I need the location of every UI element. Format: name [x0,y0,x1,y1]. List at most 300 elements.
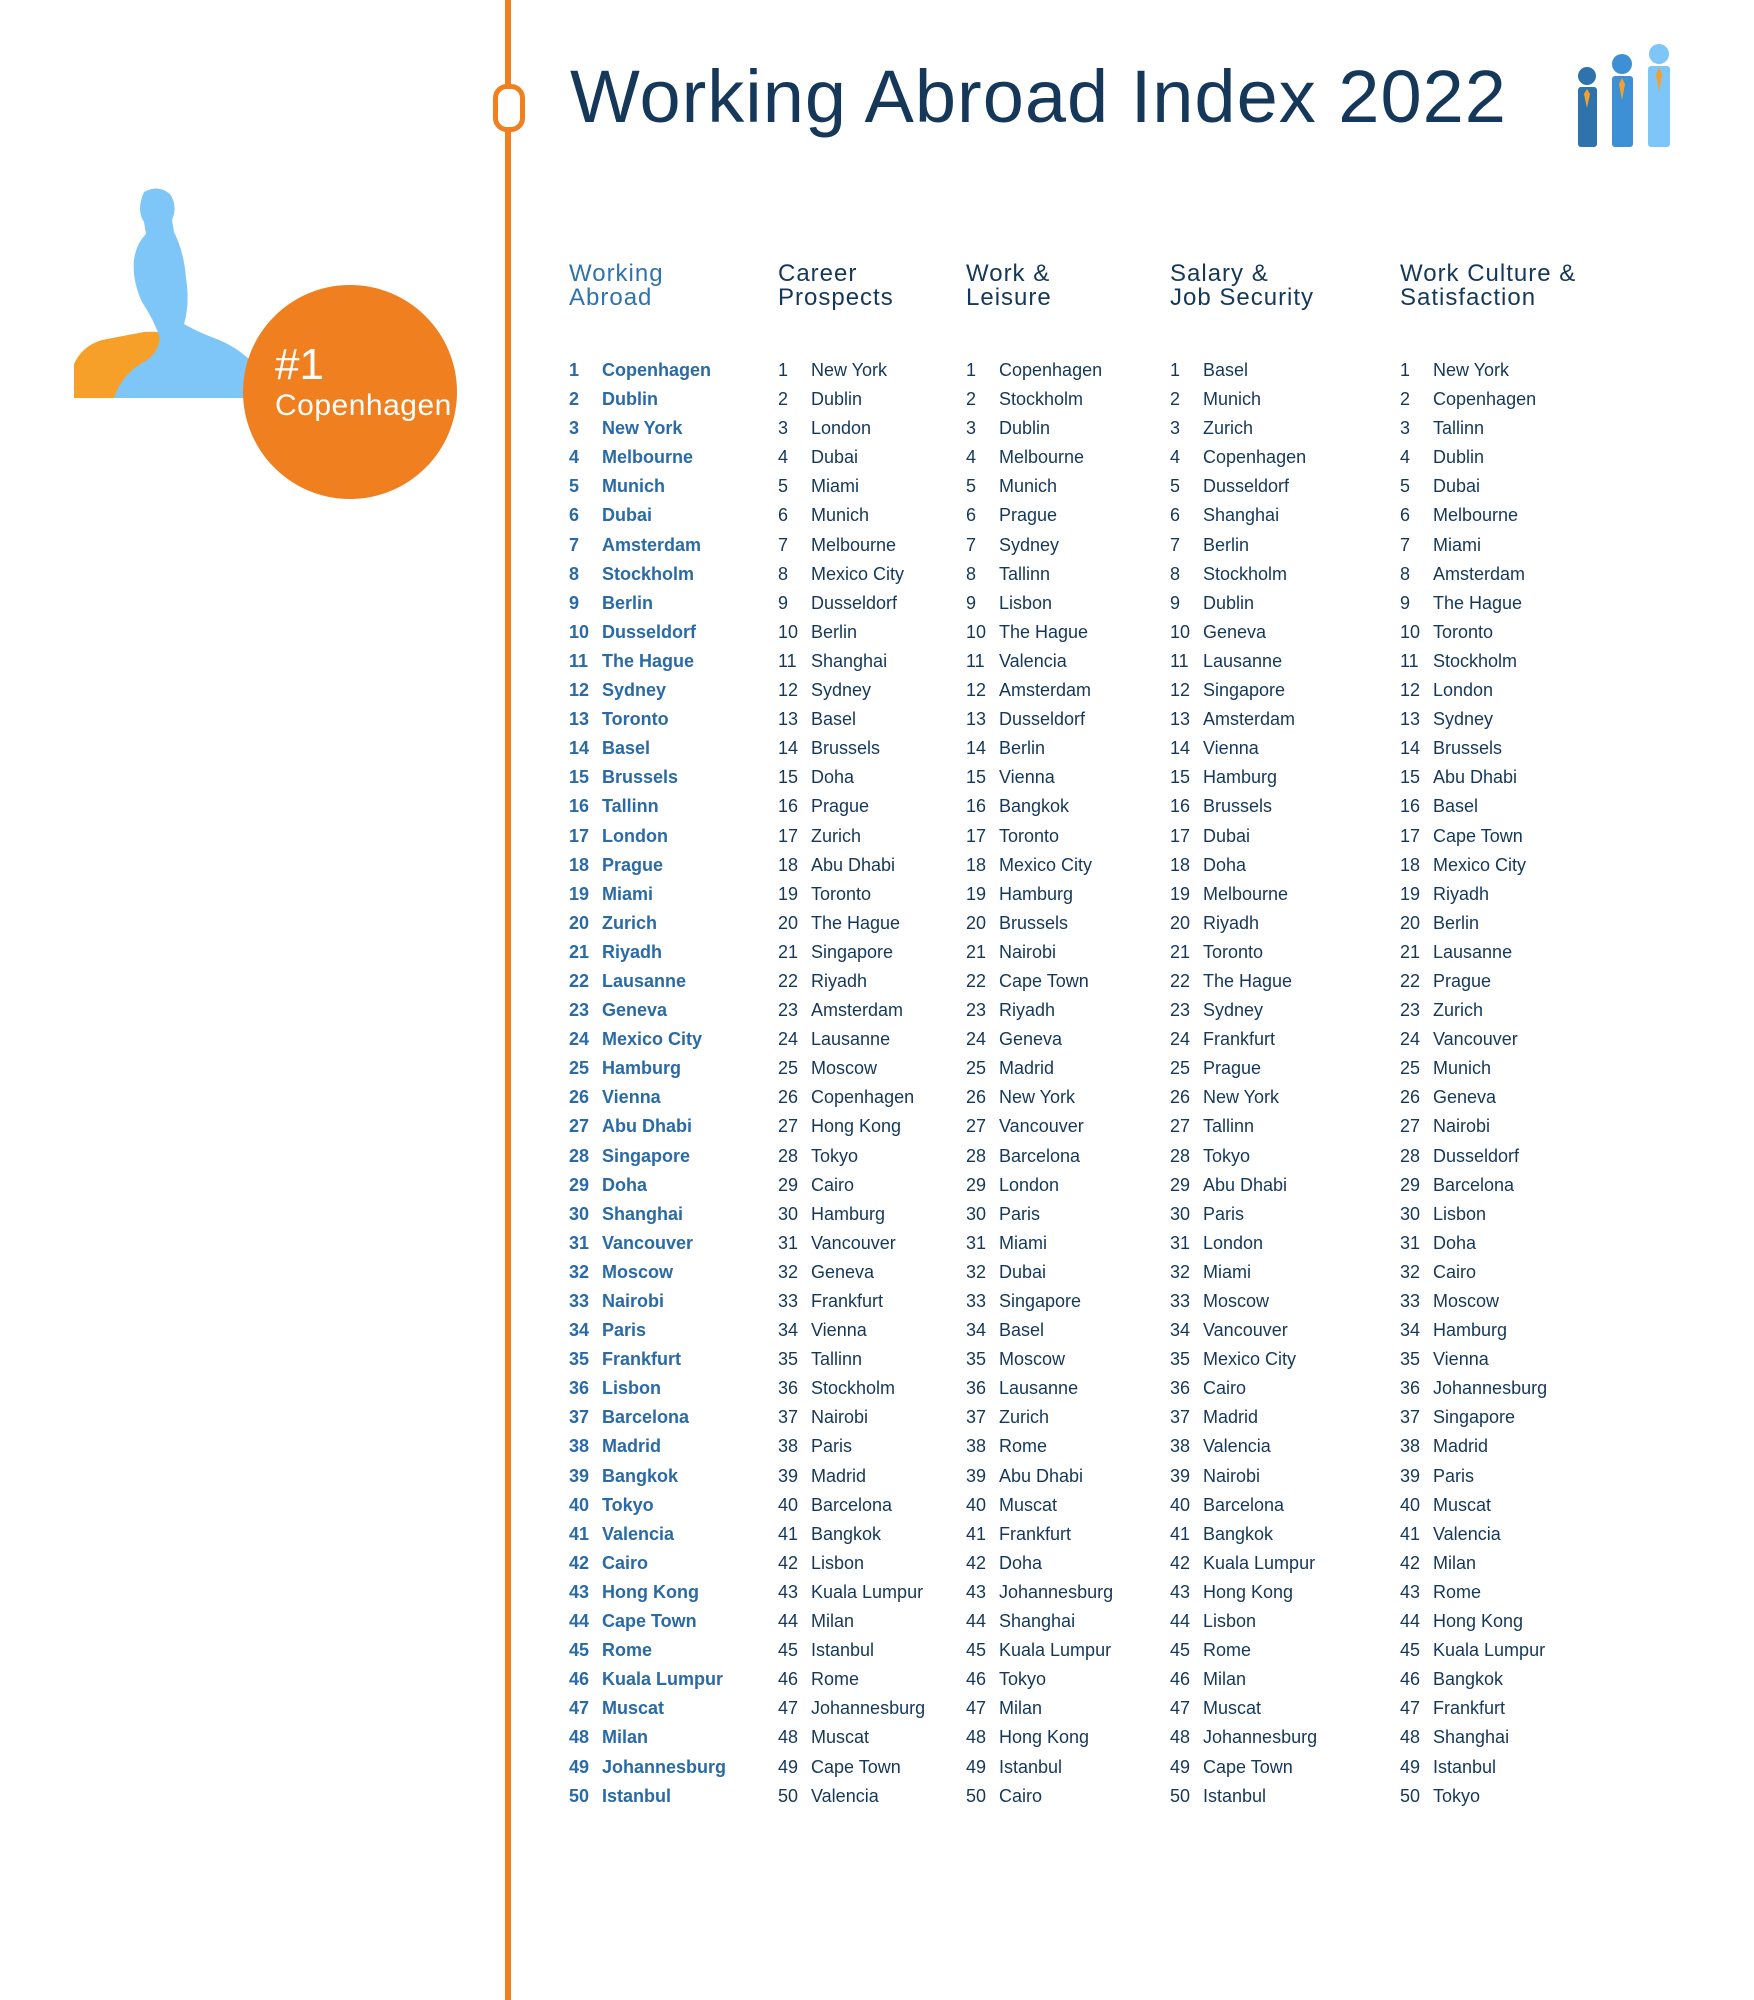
city-name: Barcelona [1433,1174,1515,1195]
list-item [1170,1229,1317,1258]
rank-number: 30 [966,1203,987,1224]
list-item [569,1665,726,1694]
city-name: Cairo [1203,1378,1247,1399]
list-item [569,1083,726,1112]
list-item [569,1462,726,1491]
city-name: Kuala Lumpur [1203,1552,1316,1573]
list-item [569,618,726,647]
city-name: Brussels [1433,738,1503,759]
city-name: The Hague [999,621,1089,642]
list-item [778,1607,925,1636]
list-item [966,1462,1113,1491]
city-name: Zurich [1433,1000,1484,1021]
city-name: Shanghai [1203,505,1280,526]
rank-number: 41 [569,1523,590,1544]
column-header: Working Abroad [569,260,664,311]
rank-number: 18 [966,854,987,875]
city-name: Berlin [1203,534,1250,555]
rank-number: 10 [1170,621,1191,642]
city-name: Toronto [602,709,669,730]
rank-number: 4 [1400,447,1411,468]
list-item [1170,851,1317,880]
rank-number: 5 [569,476,580,497]
city-name: Stockholm [999,389,1084,410]
list-item [966,1112,1113,1141]
list-item [1400,443,1576,472]
list-item [1170,1112,1317,1141]
list-item [1400,414,1576,443]
list-item [966,967,1113,996]
city-name: Johannesburg [602,1756,727,1777]
rank-number: 34 [1400,1320,1421,1341]
rank-number: 3 [966,418,977,439]
city-name: Milan [602,1727,649,1748]
list-item [1170,589,1317,618]
city-name: Geneva [1433,1087,1497,1108]
rank-number: 1 [966,360,977,380]
rank-number: 17 [569,825,590,846]
city-name: Riyadh [602,941,663,962]
rank-number: 17 [778,825,799,846]
rank-number: 12 [778,680,799,701]
rank-number: 28 [1400,1145,1421,1166]
city-name: Frankfurt [811,1291,884,1311]
rank-number: 26 [778,1087,799,1108]
city-name: Rome [602,1640,653,1661]
rank-number: 31 [778,1232,799,1253]
list-item [569,1723,726,1752]
rank-number: 40 [569,1494,590,1515]
city-name: Doha [811,767,855,788]
city-name: Istanbul [999,1756,1063,1777]
list-item [1400,1287,1576,1316]
rank-number: 17 [1170,825,1191,846]
rank-number: 22 [1400,970,1421,991]
city-name: Milan [811,1611,855,1632]
list-item [569,560,726,589]
city-name: Basel [602,738,651,759]
rank-number: 21 [966,941,987,962]
city-name: Nairobi [811,1407,869,1428]
rank-number: 16 [1400,796,1421,817]
city-name: Bangkok [602,1465,679,1486]
rank-number: 48 [778,1727,799,1748]
rank-number: 35 [1400,1349,1421,1370]
city-name: Milan [1433,1552,1477,1573]
city-name: Vienna [811,1320,867,1341]
rank-number: 16 [569,796,590,817]
list-item [778,880,925,909]
list-item [778,676,925,705]
rank-number: 1 [569,360,580,380]
list-item [569,851,726,880]
city-name: Geneva [999,1029,1063,1050]
rank-number: 2 [966,389,977,410]
list-item [1400,1171,1576,1200]
column-work-leisure [966,262,1113,1811]
list-item [569,822,726,851]
rank-number: 43 [569,1581,590,1602]
city-name: Brussels [999,912,1069,933]
city-name: Zurich [999,1407,1050,1428]
list-item [569,1345,726,1374]
list-item [778,1258,925,1287]
list-item [569,996,726,1025]
list-item [569,1258,726,1287]
rank-number: 28 [1170,1145,1191,1166]
list-item [1170,647,1317,676]
rank-number: 33 [569,1291,590,1311]
city-name: Brussels [602,767,679,788]
rank-number: 31 [1400,1232,1421,1253]
list-item [778,851,925,880]
rank-number: 6 [966,505,977,526]
rank-number: 13 [966,709,987,730]
city-name: Valencia [1203,1436,1271,1457]
list-item [778,909,925,938]
list-item [966,1753,1113,1782]
list-item [966,1578,1113,1607]
city-name: Bangkok [1203,1523,1274,1544]
rank-number: 37 [1170,1407,1191,1428]
list-item [966,1025,1113,1054]
list-item [1170,443,1317,472]
city-name: Copenhagen [811,1087,915,1108]
city-name: Istanbul [1433,1756,1497,1777]
city-name: Moscow [1433,1291,1500,1311]
list-item [1170,1403,1317,1432]
list-item [569,1520,726,1549]
rank-number: 2 [569,389,580,410]
businesspeople-icon [1570,44,1680,150]
rank-number: 40 [966,1494,987,1515]
city-name: Stockholm [811,1378,896,1399]
rank-number: 42 [1400,1552,1421,1573]
city-name: Muscat [602,1698,665,1719]
list-item [778,705,925,734]
list-item [1170,1694,1317,1723]
city-name: Abu Dhabi [1433,767,1518,788]
city-name: Munich [1433,1058,1492,1079]
city-name: The Hague [1433,592,1523,613]
city-name: Brussels [811,738,881,759]
city-name: Vienna [1203,738,1259,759]
rank-number: 20 [966,912,987,933]
list-item [778,1374,925,1403]
city-name: Abu Dhabi [999,1465,1084,1486]
column-header: Career Prospects [778,260,894,311]
rank-number: 33 [966,1291,987,1311]
city-name: Berlin [602,592,654,613]
list-item [1400,618,1576,647]
list-item [966,1432,1113,1461]
rank-number: 34 [1170,1320,1191,1341]
rank-number: 35 [778,1349,799,1370]
list-item [966,1782,1113,1811]
list-item [778,385,925,414]
rank-number: 7 [778,534,789,555]
city-name: Rome [1203,1640,1252,1661]
rank-number: 24 [569,1029,590,1050]
list-item [1400,967,1576,996]
rank-number: 14 [966,738,987,759]
city-name: Barcelona [602,1407,690,1428]
rank-number: 48 [569,1727,590,1748]
city-name: New York [811,360,888,380]
list-item [966,560,1113,589]
rank-number: 35 [1170,1349,1191,1370]
city-name: Johannesburg [1433,1378,1548,1399]
rank-number: 2 [1400,389,1411,410]
rank-number: 29 [1170,1174,1191,1195]
rank-number: 5 [1170,476,1181,497]
city-name: Doha [1433,1232,1477,1253]
rank-number: 25 [1170,1058,1191,1079]
city-name: Cape Town [1203,1756,1293,1777]
column-career-prospects [778,262,925,1811]
rank-number: 32 [778,1261,799,1282]
city-name: Cape Town [602,1611,697,1632]
rank-number: 32 [966,1261,987,1282]
city-name: Madrid [1433,1436,1489,1457]
list-item [966,851,1113,880]
city-name: Istanbul [602,1785,672,1806]
rank-number: 38 [1170,1436,1191,1457]
rank-number: 44 [1400,1611,1421,1632]
city-name: Tokyo [999,1669,1047,1690]
city-name: Amsterdam [1433,563,1526,584]
city-name: Sydney [811,680,872,701]
rank-number: 31 [569,1232,590,1253]
list-item [1400,1083,1576,1112]
rank-number: 25 [569,1058,590,1079]
rank-number: 13 [1170,709,1191,730]
rank-number: 16 [1170,796,1191,817]
city-name: London [1433,680,1494,701]
list-item [569,1200,726,1229]
rank-number: 46 [966,1669,987,1690]
list-item [1170,938,1317,967]
city-name: London [1203,1232,1264,1253]
list-item [1170,1462,1317,1491]
city-name: Tokyo [602,1494,654,1515]
city-name: Hong Kong [1433,1611,1524,1632]
city-name: London [999,1174,1060,1195]
rank-number: 48 [966,1727,987,1748]
list-item [966,1491,1113,1520]
city-name: New York [1203,1087,1280,1108]
city-name: Basel [999,1320,1045,1341]
list-item [778,1287,925,1316]
list-item [1170,1316,1317,1345]
list-item [1400,822,1576,851]
list-item [966,531,1113,560]
ranking-list [1170,356,1317,1811]
rank-number: 30 [1170,1203,1191,1224]
list-item [1400,1345,1576,1374]
badge-city: Copenhagen [275,389,452,422]
list-item [778,1520,925,1549]
list-item [778,1636,925,1665]
city-name: Cairo [811,1174,855,1195]
rank-number: 2 [778,389,789,410]
rank-number: 14 [1170,738,1191,759]
rank-number: 24 [1170,1029,1191,1050]
city-name: Lisbon [999,592,1053,613]
page-title: Working Abroad Index 2022 [570,55,1507,138]
list-item [1170,1200,1317,1229]
rank-number: 1 [1400,360,1411,380]
list-item [1400,1753,1576,1782]
rank-number: 5 [966,476,977,497]
list-item [1170,1607,1317,1636]
list-item [1400,1694,1576,1723]
rank-number: 25 [966,1058,987,1079]
city-name: Riyadh [1203,912,1260,933]
city-name: Copenhagen [999,360,1103,380]
city-name: Madrid [999,1058,1055,1079]
city-name: Sydney [1203,1000,1264,1021]
rank-number: 26 [966,1087,987,1108]
list-item [966,1520,1113,1549]
rank-number: 6 [1170,505,1181,526]
city-name: Copenhagen [1433,389,1537,410]
city-name: Dublin [1433,447,1485,468]
city-name: Brussels [1203,796,1273,817]
list-item [778,822,925,851]
city-name: Dusseldorf [811,592,898,613]
list-item [966,1636,1113,1665]
rank-number: 38 [1400,1436,1421,1457]
list-item [569,763,726,792]
rank-number: 40 [778,1494,799,1515]
city-name: Paris [999,1203,1041,1224]
rank-number: 13 [778,709,799,730]
list-item [778,1200,925,1229]
city-name: Milan [999,1698,1043,1719]
rank-number: 7 [569,534,580,555]
rank-number: 8 [1400,563,1411,584]
city-name: Valencia [811,1785,879,1806]
list-item [1170,1636,1317,1665]
city-name: Doha [602,1174,647,1195]
city-name: Berlin [1433,912,1480,933]
list-item [1170,1083,1317,1112]
rank-number: 4 [1170,447,1181,468]
city-name: Tokyo [1203,1145,1251,1166]
rank-number: 14 [778,738,799,759]
city-name: Nairobi [999,941,1057,962]
list-item [778,1229,925,1258]
city-name: Istanbul [1203,1785,1267,1806]
city-name: Munich [1203,389,1262,410]
list-item [778,1025,925,1054]
list-item [778,356,925,385]
rank-number: 8 [569,563,580,584]
list-item [1170,909,1317,938]
rank-number: 29 [778,1174,799,1195]
list-item [1400,880,1576,909]
rank-number: 43 [1170,1581,1191,1602]
rank-number: 47 [966,1698,987,1719]
city-name: Muscat [811,1727,870,1748]
list-item [778,472,925,501]
city-name: Prague [1203,1058,1262,1079]
city-name: Cape Town [999,970,1089,991]
city-name: Rome [999,1436,1048,1457]
rank-number: 3 [569,418,580,439]
rank-number: 11 [1170,650,1189,671]
rank-number: 26 [1170,1087,1191,1108]
city-name: Nairobi [1433,1116,1491,1137]
city-name: Singapore [602,1145,691,1166]
rank-number: 3 [1170,418,1181,439]
list-item [1400,1491,1576,1520]
list-item [1400,1054,1576,1083]
rank-number: 17 [1400,825,1421,846]
list-item [1170,1054,1317,1083]
rank-number: 12 [1170,680,1191,701]
rank-number: 49 [778,1756,799,1777]
city-name: Toronto [999,825,1060,846]
list-item [778,792,925,821]
list-item [966,734,1113,763]
list-item [569,356,726,385]
city-name: London [811,418,872,439]
city-name: Rome [811,1669,860,1690]
list-item [569,472,726,501]
rank-number: 19 [778,883,799,904]
list-item [569,1578,726,1607]
rank-number: 4 [966,447,977,468]
column-work-culture-satisfaction [1400,262,1576,1811]
list-item [966,356,1113,385]
city-name: Dubai [1433,476,1481,497]
list-item [1170,618,1317,647]
list-item [1170,560,1317,589]
city-name: Mexico City [999,854,1093,875]
rank-number: 11 [778,650,797,671]
rank-number: 50 [1170,1785,1191,1806]
list-item [1170,414,1317,443]
city-name: Sydney [999,534,1060,555]
list-item [1400,1432,1576,1461]
list-item [778,1316,925,1345]
rank-number: 43 [966,1581,987,1602]
rank-number: 8 [778,563,789,584]
rank-number: 35 [966,1349,987,1370]
rank-number: 21 [1170,941,1191,962]
rank-number: 50 [778,1785,799,1806]
rank-number: 15 [778,767,799,788]
rank-number: 41 [966,1523,987,1544]
city-name: Singapore [1433,1407,1516,1428]
rank-number: 44 [569,1611,590,1632]
rank-number: 33 [778,1291,799,1311]
list-item [778,1171,925,1200]
rank-number: 1 [1170,360,1181,380]
list-item [569,589,726,618]
city-name: The Hague [602,650,695,671]
list-item [1170,1782,1317,1811]
list-item [1170,531,1317,560]
list-item [966,501,1113,530]
city-name: Geneva [811,1261,875,1282]
ranking-list [778,356,925,1811]
list-item [966,647,1113,676]
rank-number: 31 [966,1232,987,1253]
list-item [1170,792,1317,821]
